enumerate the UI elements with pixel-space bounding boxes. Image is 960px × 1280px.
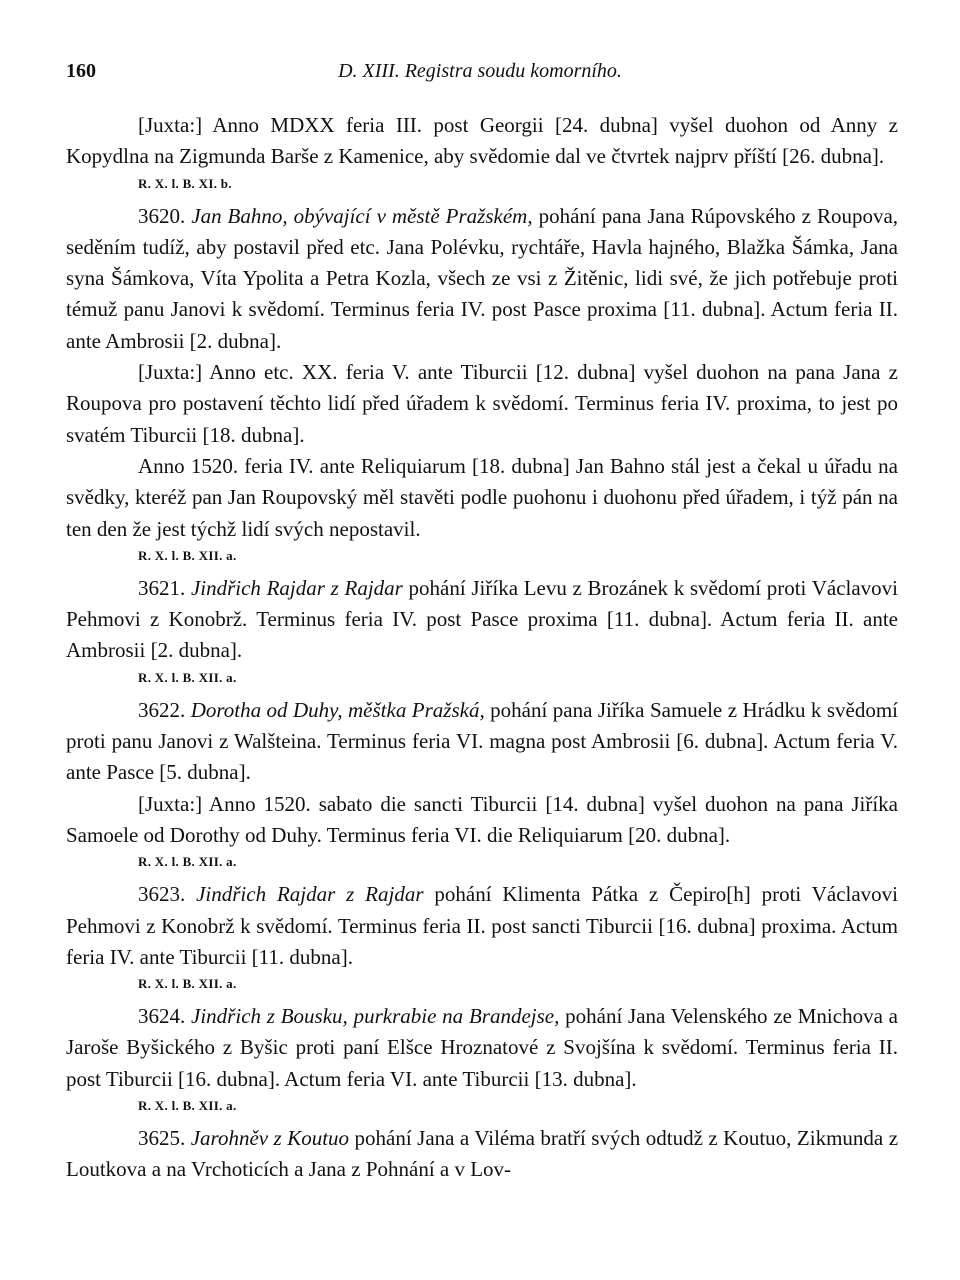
- running-head: [66, 60, 894, 90]
- entry-paragraph: [66, 1001, 898, 1095]
- entry-paragraph: [66, 1123, 898, 1186]
- paragraph: Anno 1520. feria IV. ante Reliquiarum [18. dubna] Jan Bahno stál jest a čekal u úřadu na svědky, kteréž pan Jan Roupovský měl stavěti podle puohonu i duohonu před úřadem, i týž pán na ten den že jest týchž lidí svých nepostavil.: [66, 453, 898, 541]
- source-reference: R. X. l. B. XII. a.: [138, 976, 237, 992]
- source-reference: R. X. l. B. XI. b.: [138, 175, 232, 191]
- document-body: [66, 110, 898, 1186]
- entry-text: pohání pana Jiříka Samuele z Hrádku k svědomí proti panu Janovi z Walšteina. Terminus feria VI. magna post Ambrosii [6. dubna]. Actum feria V. ante Pasce [5. dubna].: [66, 697, 899, 785]
- paragraph: [Juxta:] Anno MDXX feria III. post Georgii [24. dubna] vyšel duohon od Anny z Kopydlna na Zigmunda Barše z Kamenice, aby svědomie dal ve čtvrtek najprv příští [26. dubna].: [66, 113, 898, 169]
- entry-text: pohání Jana a Viléma bratří svých odtudž z Koutuo, Zikmunda z Loutkova a na Vrchoticích a Jana z Pohnání a v Lov-: [66, 1126, 899, 1182]
- entry-number: 3620.: [138, 203, 186, 228]
- entry-paragraph: [66, 879, 898, 973]
- page-number: 160: [66, 60, 96, 82]
- source-reference: R. X. l. B. XII. a.: [138, 1098, 237, 1114]
- entry-number: 3622.: [138, 697, 186, 722]
- entry-number: 3623.: [138, 882, 186, 907]
- entry-number: 3621.: [138, 575, 186, 600]
- entry-paragraph: [66, 573, 898, 667]
- entry-party: Jindřich z Bousku, purkrabie na Brandejse,: [191, 1004, 560, 1029]
- running-title: D. XIII. Registra soudu komorního.: [338, 60, 622, 82]
- entry-number: 3624.: [138, 1004, 186, 1029]
- entry-text: pohání Jiříka Levu z Brozánek k svědomí proti Václavovi Pehmovi z Konobrž. Terminus feria IV. post Pasce proxima [11. dubna]. Actum feria II. ante Ambrosii [2. dubna].: [66, 575, 898, 663]
- entry-party: Jan Bahno, obývající v městě Pražském,: [191, 203, 533, 228]
- paragraph: [Juxta:] Anno etc. XX. feria V. ante Tiburcii [12. dubna] vyšel duohon na pana Jana z Roupova pro postavení těchto lidí před úřadem k svědomí. Terminus feria IV. proxima, to jest po svatém Tiburcii [18. dubna].: [66, 360, 898, 447]
- entry-number: 3625.: [138, 1126, 186, 1151]
- entry-text: pohání pana Jana Rúpovského z Roupova, seděním tudíž, aby postavil před etc. Jana Polévku, rychtáře, Havla hajného, Blažka Šámka, Jana syna Šámkova, Víta Ypolita a Petra Kozla, všech ze vsi z Žitěnic, lidi své, že jich potřebuje proti témuž panu Janovi k svědomí. Terminus feria IV. post Pasce proxima [11. dubna]. Actum feria II. ante Ambrosii [2. dubna].: [66, 203, 899, 353]
- source-reference: R. X. l. B. XII. a.: [138, 854, 237, 870]
- entry-party: Jindřich Rajdar z Rajdar: [190, 575, 403, 600]
- entry-party: Dorotha od Duhy, měštka Pražská,: [190, 697, 485, 722]
- entry-party: Jarohněv z Koutuo: [190, 1126, 350, 1151]
- entry-paragraph: [66, 201, 898, 357]
- paragraph: [Juxta:] Anno 1520. sabato die sancti Tiburcii [14. dubna] vyšel duohon na pana Jiříka Samoele od Dorothy od Duhy. Terminus feria VI. die Reliquiarum [20. dubna].: [66, 791, 898, 847]
- entry-paragraph: [66, 695, 898, 789]
- source-reference: R. X. l. B. XII. a.: [138, 669, 237, 685]
- entry-text: pohání Jana Velenského ze Mnichova a Jaroše Byšického z Byšic proti paní Elšce Hroznatové z Svojšína k svědomí. Terminus feria II. post Tiburcii [16. dubna]. Actum feria VI. ante Tiburcii [13. dubna].: [66, 1004, 898, 1091]
- entry-party: Jindřich Rajdar z Rajdar: [196, 882, 424, 907]
- entry-text: pohání Klimenta Pátka z Čepiro[h] proti Václavovi Pehmovi z Konobrž k svědomí. Terminus feria II. post sancti Tiburcii [16. dubna] proxima. Actum feria IV. ante Tiburcii [11. dubna].: [66, 882, 899, 969]
- source-reference: R. X. l. B. XII. a.: [138, 547, 237, 563]
